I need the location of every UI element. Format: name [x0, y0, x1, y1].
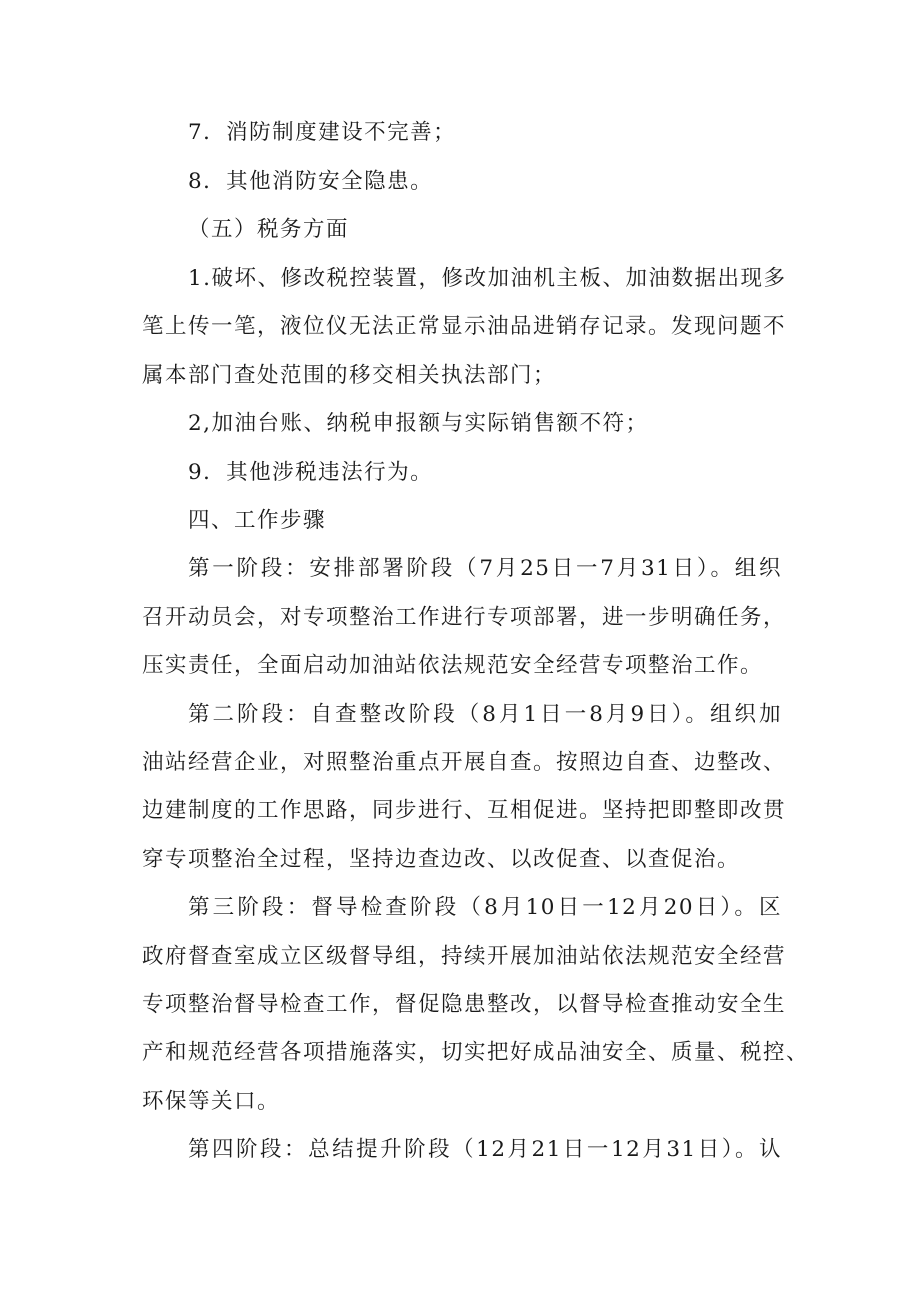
tax-item-2: 2,加油台账、纳税申报额与实际销售额不符； [188, 411, 649, 436]
tax-item-9: 9．其他涉税违法行为。 [188, 460, 434, 485]
tax-item-1-line-3: 属本部门查处范围的移交相关执法部门； [142, 363, 557, 388]
stage-3-line-2: 政府督查室成立区级督导组，持续开展加油站依法规范安全经营 [142, 944, 787, 969]
section-heading-work-steps: 四、工作步骤 [188, 508, 327, 533]
tax-item-1-line-1: 1.破坏、修改税控装置，修改加油机主板、加油数据出现多 [188, 266, 787, 291]
stage-2-line-4: 穿专项整治全过程，坚持边查边改、以改促查、以查促治。 [142, 847, 741, 872]
stage-3-line-4: 产和规范经营各项措施落实，切实把好成品油安全、质量、税控、 [142, 1040, 810, 1065]
stage-3-line-3: 专项整治督导检查工作，督促隐患整改，以督导检查推动安全生 [142, 992, 787, 1017]
section-heading-tax: （五）税务方面 [188, 217, 350, 242]
stage-1-line-1: 第一阶段：安排部署阶段（7月25日一7月31日）。组织 [188, 556, 782, 581]
item-8-other-fire-hazards: 8．其他消防安全隐患。 [188, 169, 434, 194]
tax-item-1-line-2: 笔上传一笔，液位仪无法正常显示油品进销存记录。发现问题不 [142, 314, 787, 339]
stage-3-line-1: 第三阶段：督导检查阶段（8月10日一12月20日）。区 [188, 895, 782, 920]
stage-2-line-2: 油站经营企业，对照整治重点开展自查。按照边自查、边整改、 [142, 750, 787, 775]
stage-2-line-3: 边建制度的工作思路，同步进行、互相促进。坚持把即整即改贯 [142, 798, 787, 823]
stage-1-line-2: 召开动员会，对专项整治工作进行专项部署，进一步明确任务， [142, 605, 787, 630]
stage-4-line-1: 第四阶段：总结提升阶段（12月21日一12月31日）。认 [188, 1137, 782, 1162]
stage-3-line-5: 环保等关口。 [142, 1089, 281, 1114]
item-7-fire-system: 7．消防制度建设不完善； [188, 120, 457, 145]
stage-2-line-1: 第二阶段：自查整改阶段（8月1日一8月9日）。组织加 [188, 702, 782, 727]
stage-1-line-3: 压实责任，全面启动加油站依法规范安全经营专项整治工作。 [142, 653, 764, 678]
